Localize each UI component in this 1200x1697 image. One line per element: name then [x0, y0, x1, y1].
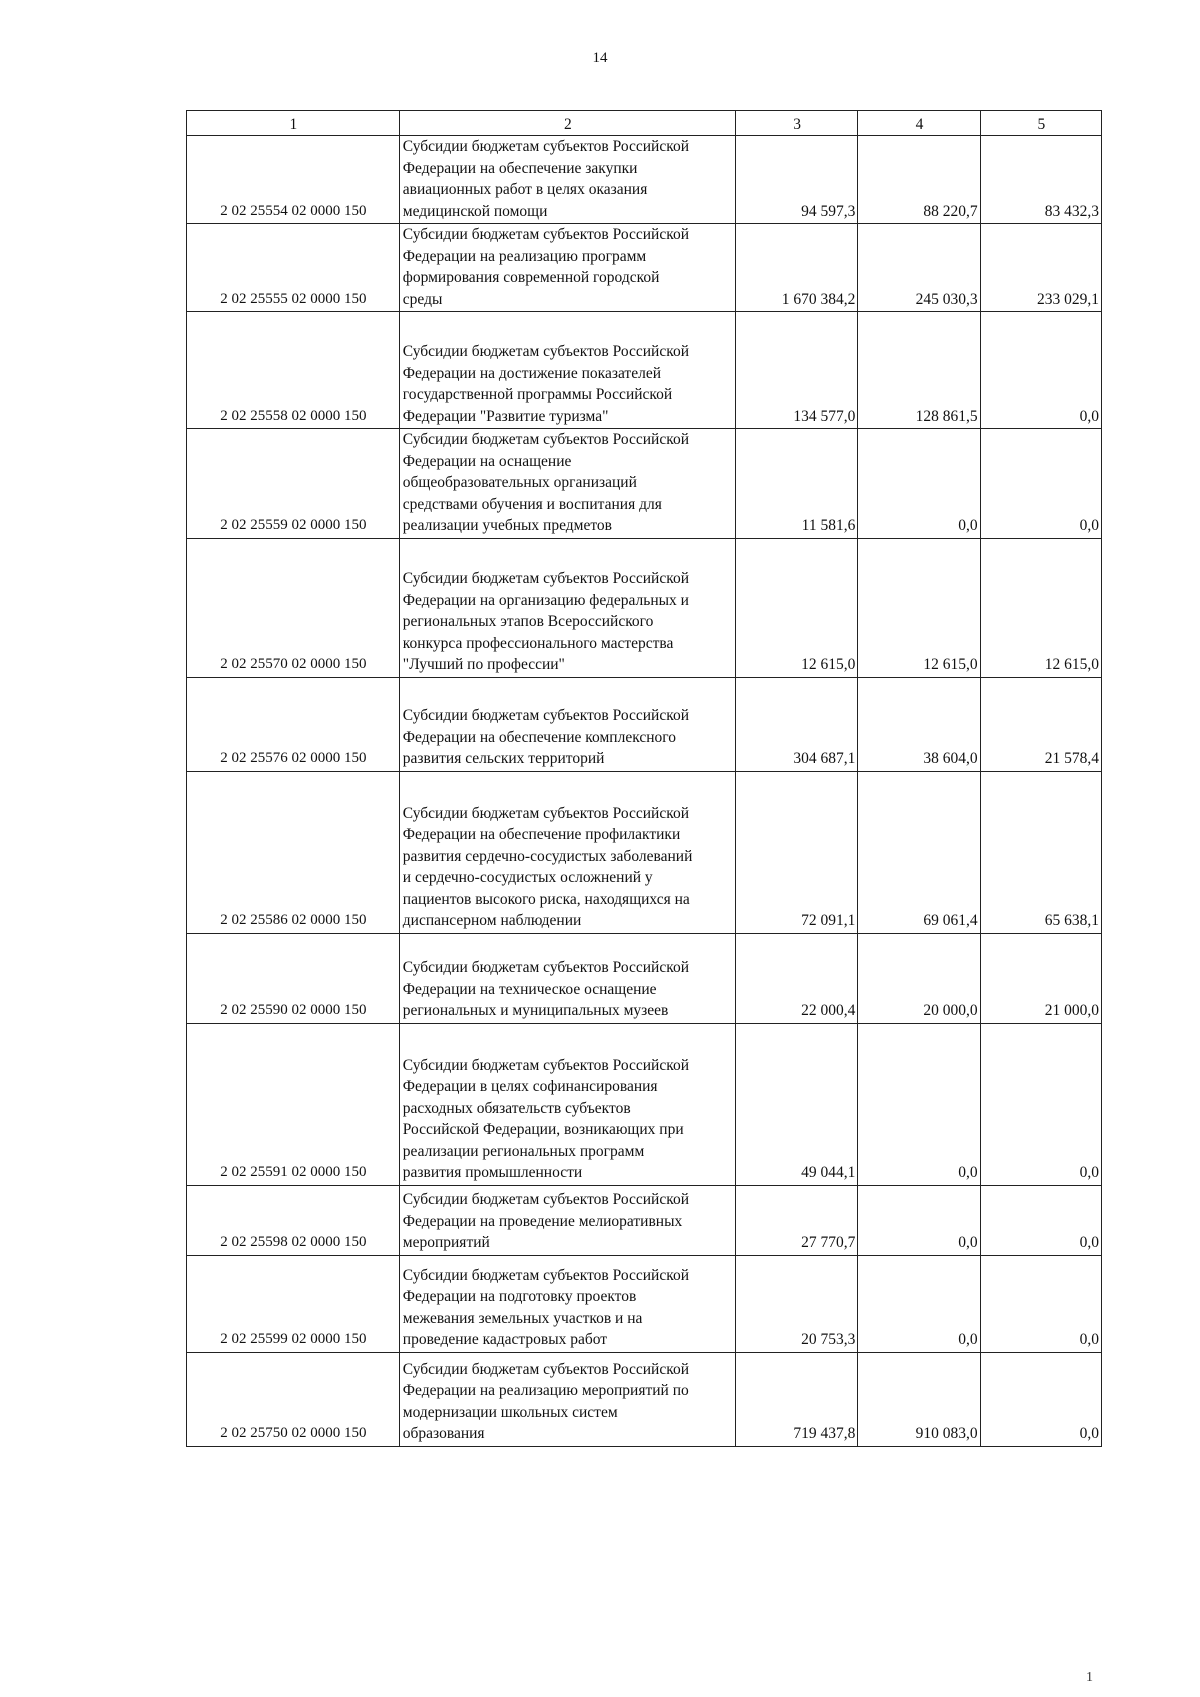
description-text: Субсидии бюджетам субъектов Российской Федерации на проведение мелиоративных мероприятий — [402, 1191, 690, 1251]
amount-col-4: 0,0 — [858, 1023, 980, 1185]
amount-col-4: 128 861,5 — [858, 312, 980, 429]
budget-code: 2 02 25555 02 0000 150 — [187, 224, 400, 312]
amount-col-5: 233 029,1 — [980, 224, 1101, 312]
description-text: Субсидии бюджетам субъектов Российской Федерации в целях софинансирования расходных обязательств субъектов Российской Федерации, возникающих при реализации региональных программ развития промышленности — [402, 1056, 690, 1181]
budget-table — [186, 110, 1102, 1447]
amount-col-5: 0,0 — [980, 1352, 1101, 1446]
description-cell — [399, 1255, 735, 1352]
budget-code: 2 02 25590 02 0000 150 — [187, 933, 400, 1023]
column-header-1: 1 — [187, 111, 400, 136]
amount-col-4: 38 604,0 — [858, 677, 980, 771]
budget-code: 2 02 25576 02 0000 150 — [187, 677, 400, 771]
description-cell — [399, 1023, 735, 1185]
amount-col-3: 49 044,1 — [735, 1023, 857, 1185]
amount-col-3: 304 687,1 — [735, 677, 857, 771]
amount-col-3: 22 000,4 — [735, 933, 857, 1023]
description-text: Субсидии бюджетам субъектов Российской Федерации на подготовку проектов межевания земельных участков и на проведение кадастровых работ — [402, 1266, 690, 1348]
description-cell — [399, 933, 735, 1023]
table-row — [187, 1255, 1102, 1352]
amount-col-4: 245 030,3 — [858, 224, 980, 312]
budget-code: 2 02 25598 02 0000 150 — [187, 1185, 400, 1255]
description-cell — [399, 771, 735, 933]
description-text: Субсидии бюджетам субъектов Российской Федерации на обеспечение комплексного развития сельских территорий — [402, 707, 690, 767]
description-cell — [399, 677, 735, 771]
description-cell — [399, 136, 735, 224]
amount-col-4: 12 615,0 — [858, 538, 980, 677]
description-cell — [399, 224, 735, 312]
table-row — [187, 1023, 1102, 1185]
budget-code: 2 02 25559 02 0000 150 — [187, 429, 400, 539]
table-row — [187, 933, 1102, 1023]
description-cell — [399, 429, 735, 539]
amount-col-4: 88 220,7 — [858, 136, 980, 224]
description-text: Субсидии бюджетам субъектов Российской Федерации на достижение показателей государственной программы Российской Федерации "Развитие туризма" — [402, 343, 690, 425]
table-row — [187, 1352, 1102, 1446]
amount-col-4: 0,0 — [858, 1255, 980, 1352]
budget-code: 2 02 25570 02 0000 150 — [187, 538, 400, 677]
description-text: Субсидии бюджетам субъектов Российской Федерации на оснащение общеобразовательных организаций средствами обучения и воспитания для реализации учебных предметов — [402, 431, 690, 534]
column-header-4: 4 — [858, 111, 980, 136]
table-row — [187, 312, 1102, 429]
amount-col-5: 21 000,0 — [980, 933, 1101, 1023]
budget-code: 2 02 25586 02 0000 150 — [187, 771, 400, 933]
amount-col-5: 83 432,3 — [980, 136, 1101, 224]
description-text: Субсидии бюджетам субъектов Российской Федерации на обеспечение профилактики развития сердечно-сосудистых заболеваний и сердечно-сосудистых осложнений у пациентов высокого риска, находящихся на диспансерном наблюдении — [402, 804, 693, 929]
amount-col-4: 20 000,0 — [858, 933, 980, 1023]
amount-col-3: 719 437,8 — [735, 1352, 857, 1446]
amount-col-5: 65 638,1 — [980, 771, 1101, 933]
amount-col-3: 27 770,7 — [735, 1185, 857, 1255]
amount-col-3: 94 597,3 — [735, 136, 857, 224]
amount-col-3: 134 577,0 — [735, 312, 857, 429]
budget-code: 2 02 25750 02 0000 150 — [187, 1352, 400, 1446]
column-header-2: 2 — [399, 111, 735, 136]
description-cell — [399, 1185, 735, 1255]
amount-col-3: 20 753,3 — [735, 1255, 857, 1352]
budget-code: 2 02 25554 02 0000 150 — [187, 136, 400, 224]
amount-col-5: 0,0 — [980, 312, 1101, 429]
table-row — [187, 538, 1102, 677]
amount-col-5: 0,0 — [980, 1255, 1101, 1352]
table-row — [187, 677, 1102, 771]
amount-col-4: 69 061,4 — [858, 771, 980, 933]
table-row — [187, 1185, 1102, 1255]
budget-code: 2 02 25558 02 0000 150 — [187, 312, 400, 429]
amount-col-4: 910 083,0 — [858, 1352, 980, 1446]
description-cell — [399, 1352, 735, 1446]
amount-col-5: 21 578,4 — [980, 677, 1101, 771]
amount-col-3: 72 091,1 — [735, 771, 857, 933]
description-text: Субсидии бюджетам субъектов Российской Федерации на организацию федеральных и региональных этапов Всероссийского конкурса профессионального мастерства "Лучший по профессии" — [402, 570, 690, 673]
amount-col-5: 12 615,0 — [980, 538, 1101, 677]
description-text: Субсидии бюджетам субъектов Российской Федерации на реализацию программ формирования современной городской среды — [402, 226, 690, 308]
description-text: Субсидии бюджетам субъектов Российской Федерации на обеспечение закупки авиационных работ в целях оказания медицинской помощи — [402, 138, 690, 220]
amount-col-3: 12 615,0 — [735, 538, 857, 677]
table-header-row — [187, 111, 1102, 136]
corner-mark: 1 — [1086, 1670, 1093, 1685]
amount-col-4: 0,0 — [858, 1185, 980, 1255]
amount-col-5: 0,0 — [980, 1185, 1101, 1255]
table-row — [187, 771, 1102, 933]
table-row — [187, 429, 1102, 539]
budget-code: 2 02 25599 02 0000 150 — [187, 1255, 400, 1352]
description-cell — [399, 312, 735, 429]
amount-col-4: 0,0 — [858, 429, 980, 539]
table-row — [187, 224, 1102, 312]
budget-code: 2 02 25591 02 0000 150 — [187, 1023, 400, 1185]
page-number: 14 — [592, 50, 608, 66]
table-row — [187, 136, 1102, 224]
description-text: Субсидии бюджетам субъектов Российской Федерации на техническое оснащение региональных и муниципальных музеев — [402, 959, 690, 1019]
description-text: Субсидии бюджетам субъектов Российской Федерации на реализацию мероприятий по модернизации школьных систем образования — [402, 1360, 690, 1442]
amount-col-5: 0,0 — [980, 1023, 1101, 1185]
amount-col-3: 1 670 384,2 — [735, 224, 857, 312]
column-header-5: 5 — [980, 111, 1101, 136]
description-cell — [399, 538, 735, 677]
amount-col-3: 11 581,6 — [735, 429, 857, 539]
amount-col-5: 0,0 — [980, 429, 1101, 539]
column-header-3: 3 — [735, 111, 857, 136]
